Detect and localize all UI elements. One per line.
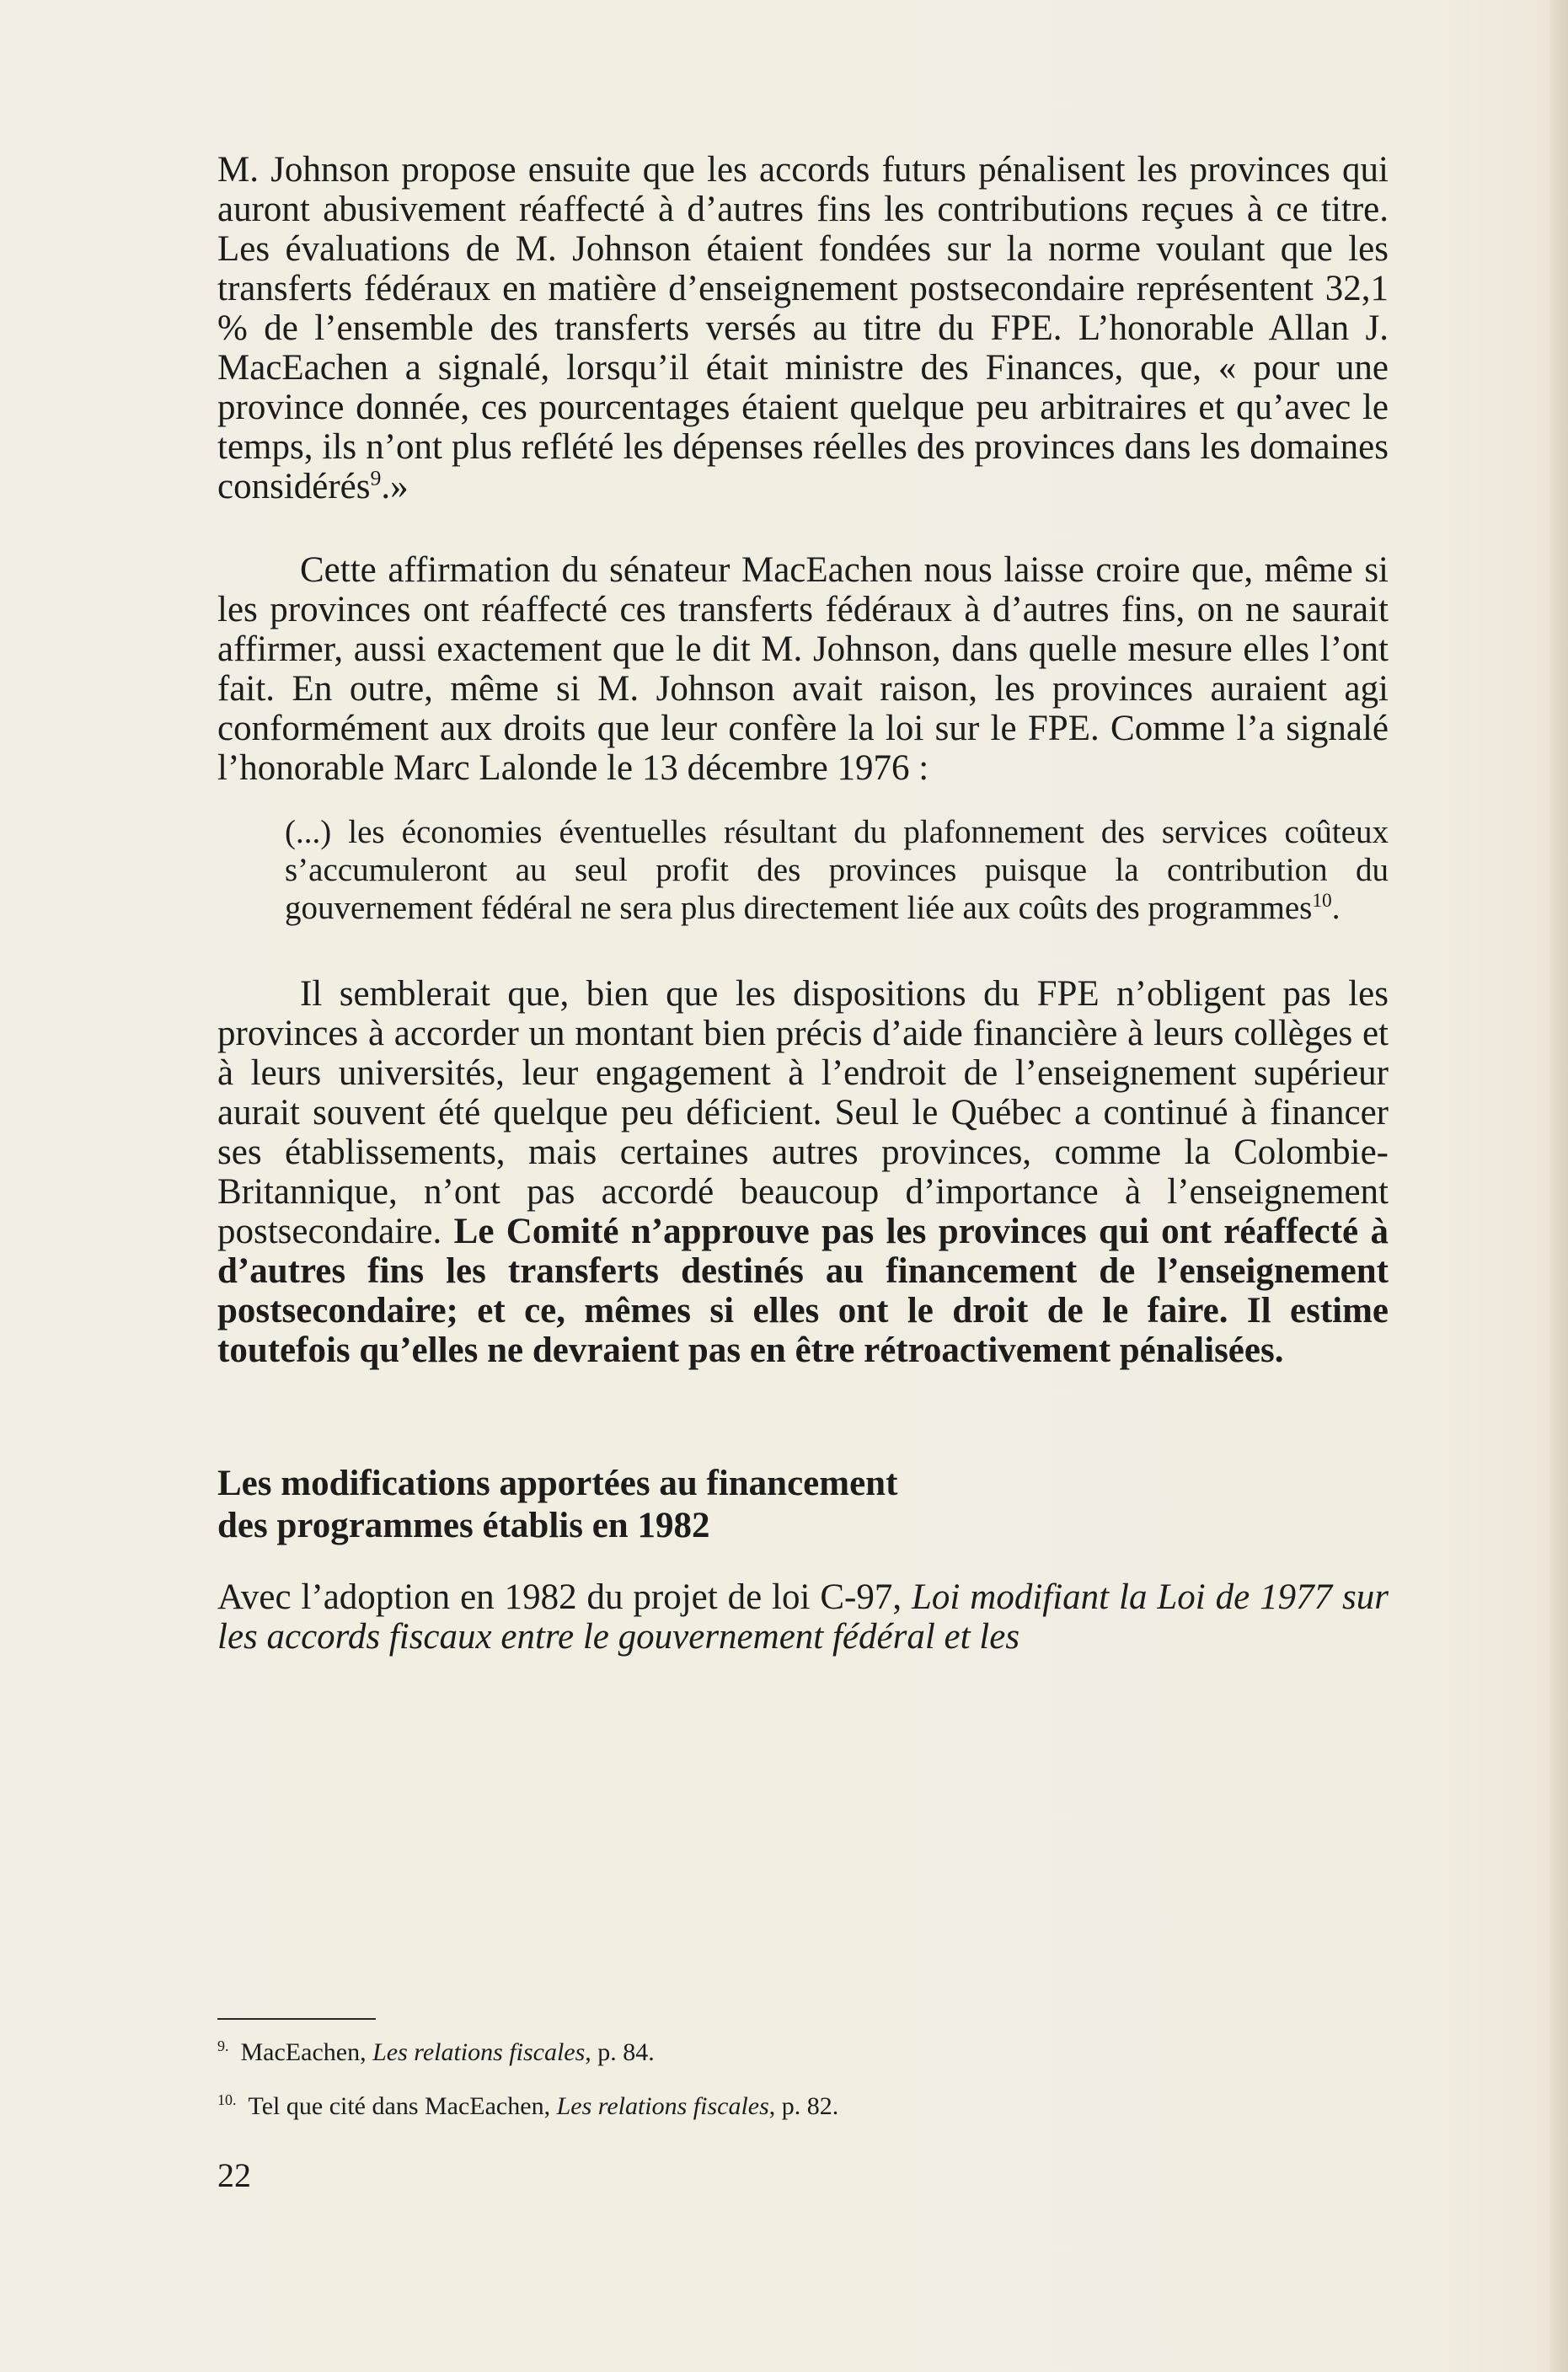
- paragraph-1-text: M. Johnson propose ensuite que les accords futurs pénalisent les provinces qui auront abusivement réaffecté à d’autres fins les contributions reçues à ce titre. Les évaluations de M. Johnson étaient fondées sur la norme voulant que les transferts fédéraux en matière d’enseignement postsecondaire représentent 32,1 % de l’ensemble des transferts versés au titre du FPE. L’honorable Allan J. MacEachen a signalé, lorsqu’il était ministre des Finances, que, « pour une province donnée, ces pourcentages étaient quelque peu arbitraires et qu’avec le temps, ils n’ont plus reflété les dépenses réelles des provinces dans les domaines considérés: [217, 150, 1389, 506]
- main-text: [217, 150, 1389, 1657]
- paragraph-1: [217, 150, 1389, 506]
- footnote-ref-9: 9: [370, 465, 382, 490]
- footnote-9: [217, 2038, 1228, 2067]
- block-quote-end: .: [1331, 890, 1341, 926]
- footnote-10: [217, 2092, 1228, 2121]
- section-heading-line-1: Les modifications apportées au financement: [217, 1464, 898, 1503]
- footnote-title: Les relations fiscales: [556, 2092, 769, 2120]
- committee-recommendation: Le Comité n’approuve pas les provinces qui ont réaffecté à d’autres fins les transferts destinés au financement de l’enseignement postsecondaire; et ce, mêmes si elles ont le droit de le faire. Il estime toutefois qu’elles ne devraient pas en être rétroactivement pénalisées.: [217, 1212, 1389, 1370]
- paragraph-2-text: Cette affirmation du sénateur MacEachen nous laisse croire que, même si les provinces ont réaffecté ces transferts fédéraux à d’autres fins, on ne saurait affirmer, aussi exactement que le dit M. Johnson, dans quelle mesure elles l’ont fait. En outre, même si M. Johnson avait raison, les provinces auraient agi conformément aux droits que leur confère la loi sur le FPE. Comme l’a signalé l’honorable Marc Lalonde le 13 décembre 1976 :: [217, 550, 1389, 788]
- page-edge: [1549, 0, 1568, 2372]
- block-quote: [285, 813, 1389, 927]
- footnote-author: Tel que cité dans MacEachen,: [248, 2092, 557, 2120]
- paragraph-4: [217, 1577, 1389, 1657]
- footnotes: [217, 2018, 1228, 2146]
- footnote-marker: 9.: [217, 2037, 229, 2054]
- page-number: 22: [217, 2156, 251, 2194]
- footnote-ref-10: 10: [1312, 890, 1332, 912]
- paragraph-3-text: Il semblerait que, bien que les dispositions du FPE n’obligent pas les provinces à accorder un montant bien précis d’aide financière à leurs collèges et à leurs universités, leur engagement à l’endroit de l’enseignement supérieur aurait souvent été quelque peu déficient. Seul le Québec a continué à financer ses établissements, mais certaines autres provinces, comme la Colombie-Britannique, n’ont pas accordé beaucoup d’importance à l’enseignement postsecondaire.: [217, 974, 1389, 1251]
- section-heading: [217, 1463, 1389, 1547]
- footnote-rule: [217, 2018, 376, 2020]
- paragraph-2: [217, 550, 1389, 788]
- paragraph-4-text: Avec l’adoption en 1982 du projet de loi C-97,: [217, 1577, 912, 1617]
- bill-title: Loi modifiant la Loi de 1977 sur les accords fiscaux entre le gouvernement fédéral et les: [217, 1577, 1389, 1657]
- paragraph-3: [217, 974, 1389, 1370]
- footnote-marker: 10.: [217, 2091, 237, 2108]
- footnote-page: , p. 82.: [768, 2092, 839, 2120]
- section-heading-line-2: des programmes établis en 1982: [217, 1506, 710, 1545]
- footnote-title: Les relations fiscales: [372, 2038, 586, 2066]
- footnote-author: MacEachen,: [240, 2038, 373, 2066]
- footnote-page: , p. 84.: [585, 2038, 655, 2066]
- paragraph-1-end: .»: [381, 467, 409, 506]
- block-quote-text: (...) les économies éventuelles résultant du plafonnement des services coûteux s’accumuleront au seul profit des provinces puisque la contribution du gouvernement fédéral ne sera plus directement liée aux coûts des programmes: [285, 814, 1389, 926]
